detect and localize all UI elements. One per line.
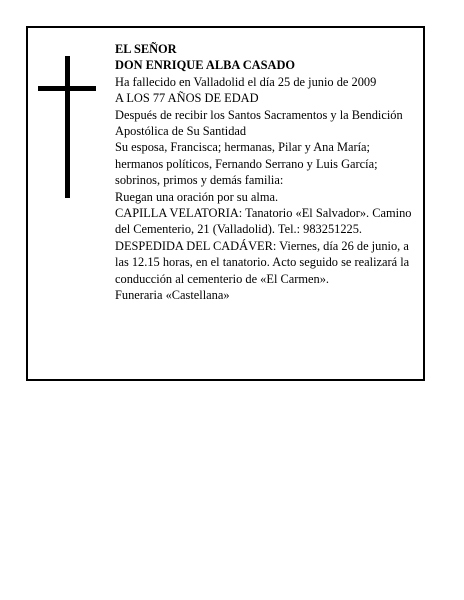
chapel-text: CAPILLA VELATORIA: Tanatorio «El Salvador». Camino del Cementerio, 21 (Valladolid). Tel.: 983251225.: [115, 206, 412, 237]
notice-text: [115, 41, 420, 304]
deceased-name: DON ENRIQUE ALBA CASADO: [115, 58, 296, 73]
funeral-home-text: Funeraria «Castellana»: [115, 288, 230, 303]
family-text: Su esposa, Francisca; hermanas, Pilar y Ana María; hermanos políticos, Fernando Serrano y Luis García; sobrinos, primos y demás familia:: [115, 140, 378, 188]
farewell-text: DESPEDIDA DEL CADÁVER: Viernes, día 26 de junio, a las 12.15 horas, en el tanatorio. Acto seguido se realizará la conducción al cementerio de «El Carmen».: [115, 238, 410, 286]
cross-vertical-bar: [65, 56, 70, 198]
age-line: A LOS 77 AÑOS DE EDAD: [115, 91, 259, 106]
cross-icon: [38, 56, 96, 198]
sacraments-text: Después de recibir los Santos Sacramentos y la Bendición Apostólica de Su Santidad: [115, 107, 403, 139]
obituary-notice: [26, 26, 425, 381]
title-line: EL SEÑOR: [115, 42, 177, 56]
cross-horizontal-bar: [38, 86, 96, 91]
prayer-text: Ruegan una oración por su alma.: [115, 189, 279, 204]
death-line: Ha fallecido en Valladolid el día 25 de junio de 2009: [115, 74, 377, 89]
